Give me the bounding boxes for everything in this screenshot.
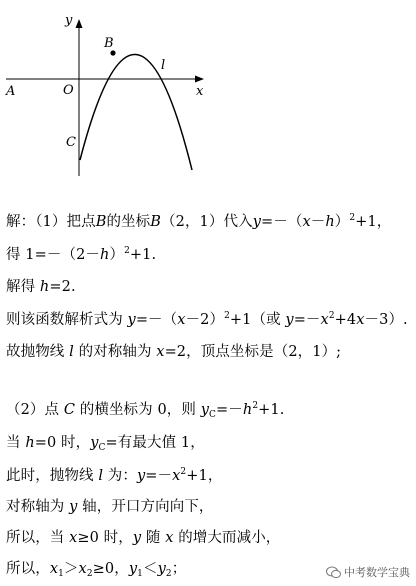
text-segment: 所以，当: [6, 530, 70, 546]
text-segment: 轴，开口方向向下，: [77, 499, 214, 515]
text-segment: ≥0 时，: [77, 530, 133, 546]
text-segment: h: [242, 402, 253, 418]
x-axis-label: x: [196, 84, 204, 99]
text-segment: y: [285, 312, 294, 328]
text-segment: 解得: [6, 279, 40, 295]
solution-line: [6, 212, 391, 232]
text-segment: 随: [141, 530, 166, 546]
watermark: [326, 564, 410, 580]
text-segment: 当: [6, 435, 26, 451]
text-segment: =－: [145, 468, 173, 484]
text-segment: x: [165, 530, 174, 546]
text-segment: y: [200, 402, 209, 418]
label-C: C: [66, 135, 76, 150]
text-segment: l: [69, 344, 74, 360]
text-segment: +1，: [355, 214, 392, 230]
text-segment: 1: [58, 569, 64, 579]
text-segment: C: [98, 443, 106, 453]
text-segment: 2: [180, 467, 187, 477]
text-segment: x: [356, 312, 365, 328]
text-segment: －3）.: [364, 312, 408, 328]
text-segment: 的增大而减小，: [173, 530, 281, 546]
text-segment: 2: [349, 213, 356, 223]
text-segment: y: [69, 499, 78, 515]
text-segment: y: [252, 214, 261, 230]
text-segment: 2: [86, 569, 93, 579]
text-segment: =－（: [135, 312, 178, 328]
text-segment: x: [177, 312, 186, 328]
solution-line: [6, 528, 280, 548]
text-segment: +1.: [258, 402, 285, 418]
text-segment: 的坐标: [106, 214, 151, 230]
text-segment: y: [132, 530, 142, 546]
text-segment: x: [320, 312, 329, 328]
text-segment: C: [209, 410, 216, 420]
text-segment: h: [325, 214, 335, 230]
parabola-figure: [0, 0, 416, 180]
text-segment: h: [100, 247, 110, 263]
text-segment: =－（: [260, 214, 303, 230]
text-segment: x: [302, 214, 311, 230]
text-segment: 解：（1）把点: [6, 214, 96, 230]
text-segment: ＞: [63, 561, 79, 577]
text-segment: 此时，抛物线: [6, 468, 99, 484]
solution-line: [6, 277, 76, 297]
y-axis-arrow: [76, 19, 83, 28]
text-segment: 的横坐标为 0，则: [75, 402, 201, 418]
text-segment: 对称轴为: [6, 499, 70, 515]
watermark-text: 中考数学宝典: [344, 566, 410, 579]
text-segment: +4: [334, 312, 357, 328]
text-segment: ）: [109, 247, 125, 263]
solution-line: [6, 466, 222, 486]
text-segment: x: [172, 468, 181, 484]
text-segment: 1: [137, 569, 143, 579]
solution-line: [6, 497, 214, 517]
text-segment: B: [95, 214, 107, 230]
text-segment: 2: [328, 311, 335, 321]
text-segment: x: [69, 530, 78, 546]
text-segment: 2: [224, 311, 230, 321]
text-segment: x: [156, 344, 165, 360]
text-segment: =－: [293, 312, 321, 328]
text-segment: －2）: [185, 312, 225, 328]
point-B: [110, 50, 115, 55]
text-segment: 2: [165, 569, 172, 579]
x-axis-arrow: [195, 76, 204, 83]
text-segment: ）: [334, 214, 350, 230]
text-segment: l: [98, 468, 104, 484]
text-segment: 2: [124, 246, 130, 256]
text-segment: y: [90, 435, 99, 451]
text-segment: C: [63, 402, 76, 418]
text-segment: x: [78, 561, 87, 577]
solution-line: [6, 433, 205, 453]
text-segment: （2，1）代入: [161, 214, 253, 230]
text-segment: =0 时，: [34, 435, 91, 451]
text-segment: 则该函数解析式为: [6, 312, 128, 328]
text-segment: B: [150, 214, 162, 230]
solution-line: [6, 310, 408, 330]
text-segment: =有最大值 1，: [105, 435, 205, 451]
solution-line: [6, 400, 284, 420]
text-segment: =－: [216, 402, 243, 418]
text-segment: h: [25, 435, 35, 451]
solution-line: [6, 559, 186, 579]
text-segment: 故抛物线: [6, 344, 70, 360]
label-O: O: [63, 83, 74, 98]
wechat-icon: [326, 566, 341, 579]
y-axis-label: y: [65, 13, 73, 28]
text-segment: ＜: [142, 561, 158, 577]
text-segment: （2）点: [6, 402, 64, 418]
text-segment: =2，顶点坐标是（2，1）;: [164, 344, 342, 360]
text-segment: ；: [171, 561, 187, 577]
text-segment: 所以，: [6, 561, 50, 577]
label-B: B: [104, 36, 114, 51]
text-segment: y: [136, 468, 146, 484]
solution-line: [6, 342, 341, 362]
text-segment: y: [157, 561, 166, 577]
label-l: l: [161, 58, 166, 73]
solution-line: [6, 245, 156, 265]
text-segment: +1（或: [229, 312, 286, 328]
label-A: A: [6, 84, 16, 99]
text-segment: 的对称轴为: [73, 344, 157, 360]
text-segment: 得 1=－（2－: [6, 247, 101, 263]
text-segment: +1，: [186, 468, 223, 484]
text-segment: y: [128, 561, 138, 577]
text-segment: y: [127, 312, 136, 328]
parabola-curve: [80, 54, 192, 170]
text-segment: +1.: [129, 247, 157, 263]
text-segment: x: [49, 561, 59, 577]
text-segment: 为：: [103, 468, 137, 484]
text-segment: ≥0，: [92, 561, 129, 577]
text-segment: 2: [252, 401, 259, 411]
text-segment: h: [39, 279, 50, 295]
text-segment: －: [310, 214, 326, 230]
text-segment: =2.: [49, 279, 76, 295]
